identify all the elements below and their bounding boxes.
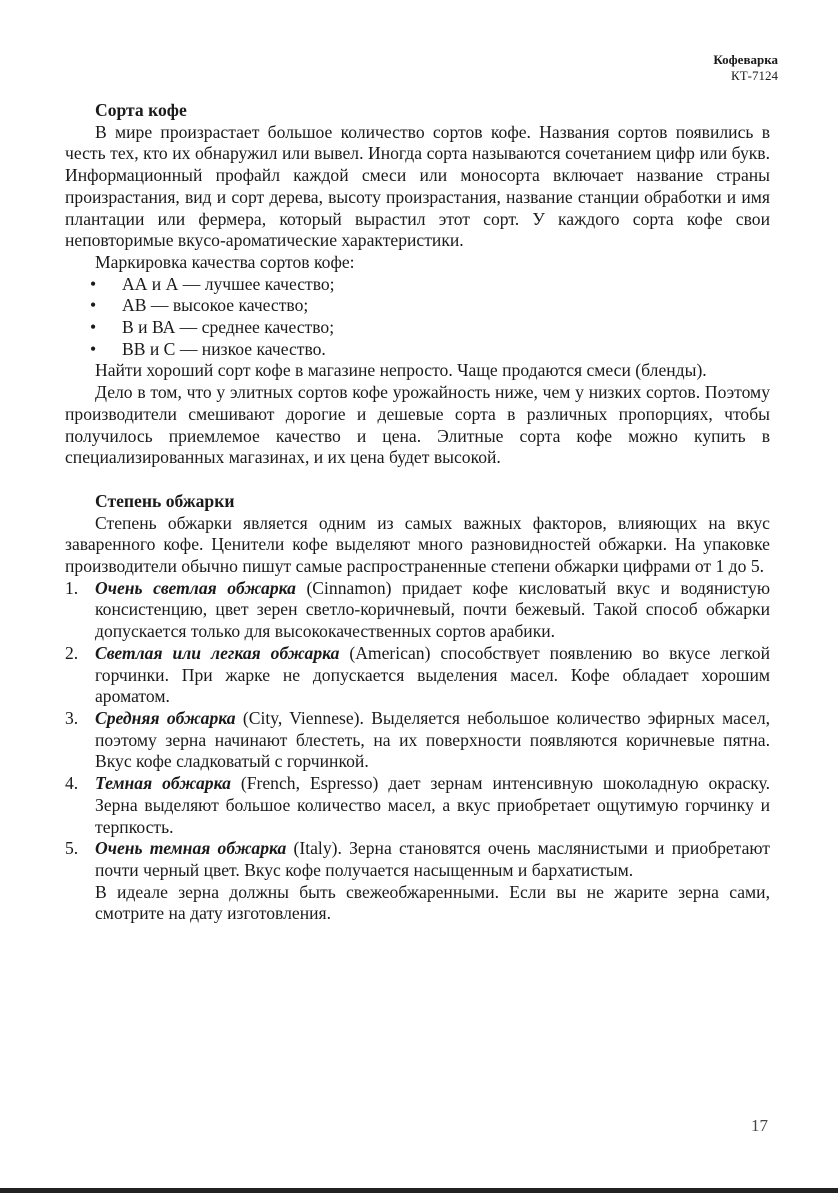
- section-heading-roast-degree: Степень обжарки: [95, 490, 235, 511]
- list-item: • В и ВА — среднее качество;: [90, 317, 335, 338]
- roast-item: 1. Очень светлая обжарка (Cinnamon) придает кофе кисловатый вкус и водянистую консистенцию, цвет зерен светло-коричневый, почти бежевый. Такой способ обжарки допускается только для высококачественных сортов арабики.: [65, 577, 770, 642]
- bullet-icon: •: [90, 317, 97, 338]
- bullet-icon: •: [90, 295, 97, 316]
- bullet-icon: •: [90, 273, 97, 294]
- page-header: [713, 52, 778, 84]
- list-item: • АВ — высокое качество;: [90, 295, 309, 316]
- page-content: [65, 100, 770, 925]
- roast-item: 5. Очень темная обжарка (Italy). Зерна становятся очень маслянистыми и приобретают почти черный цвет. Вкус кофе получается насыщенным и бархатистым.: [65, 838, 770, 880]
- header-model: КТ-7124: [731, 68, 778, 83]
- section-heading-coffee-varieties: Сорта кофе: [95, 100, 187, 120]
- paragraph-roast-intro: Степень обжарки является одним из самых важных факторов, влияющих на вкус заваренного кофе. Ценители кофе выделяют много разновидностей обжарки. На упаковке производители обычно пишут самые распространенные степени обжарки цифрами от 1 до 5.: [65, 512, 770, 577]
- header-title: Кофеварка: [713, 52, 778, 67]
- bottom-divider: [0, 1188, 838, 1193]
- paragraph-freshness-tip: В идеале зерна должны быть свежеобжаренными. Если вы не жарите зерна сами, смотрите на дату изготовления.: [95, 881, 770, 924]
- list-item: • ВВ и С — низкое качество.: [90, 338, 326, 359]
- list-item: • АА и А — лучшее качество;: [90, 273, 335, 294]
- paragraph-varieties-intro: В мире произрастает большое количество сортов кофе. Названия сортов появились в честь тех, кто их обнаружил или вывел. Иногда сорта называются сочетанием цифр или букв. Информационный профайл каждой смеси или моносорта включает название страны произрастания, вид и сорт дерева, высоту произрастания, название станции обработки и имя плантации или фермера, который вырастил этот сорт. У каждого сорта кофе свои неповторимые вкусо-ароматические характеристики.: [65, 121, 770, 251]
- paragraph-blends: Найти хороший сорт кофе в магазине непросто. Чаще продаются смеси (бленды).: [95, 360, 707, 381]
- page-number: 17: [751, 1116, 768, 1135]
- roast-item: 2. Светлая или легкая обжарка (American) способствует появлению во вкусе легкой горчинки. При жарке не допускается выделения масел. Кофе обладает хорошим ароматом.: [65, 642, 770, 707]
- quality-marking-list: [65, 274, 770, 361]
- bullet-icon: •: [90, 338, 97, 359]
- roast-item: 3. Средняя обжарка (City, Viennese). Выделяется небольшое количество эфирных масел, поэтому зерна начинают блестеть, на их поверхности появляются коричневые пятна. Вкус кофе сладковатый с горчинкой.: [65, 707, 770, 772]
- paragraph-marking-label: Маркировка качества сортов кофе:: [95, 251, 355, 272]
- roast-item: 4. Темная обжарка (French, Espresso) дает зернам интенсивную шоколадную окраску. Зерна выделяют большое количество масел, а вкус приобретает ощутимую горчинку и терпкость.: [65, 773, 770, 837]
- roast-levels-list: [65, 578, 770, 882]
- paragraph-elite-varieties: Дело в том, что у элитных сортов кофе урожайность ниже, чем у низких сортов. Поэтому производители смешивают дорогие и дешевые сорта в различных пропорциях, чтобы получилось приемлемое качество и цена. Элитные сорта кофе можно купить в специализированных магазинах, и их цена будет высокой.: [65, 382, 770, 468]
